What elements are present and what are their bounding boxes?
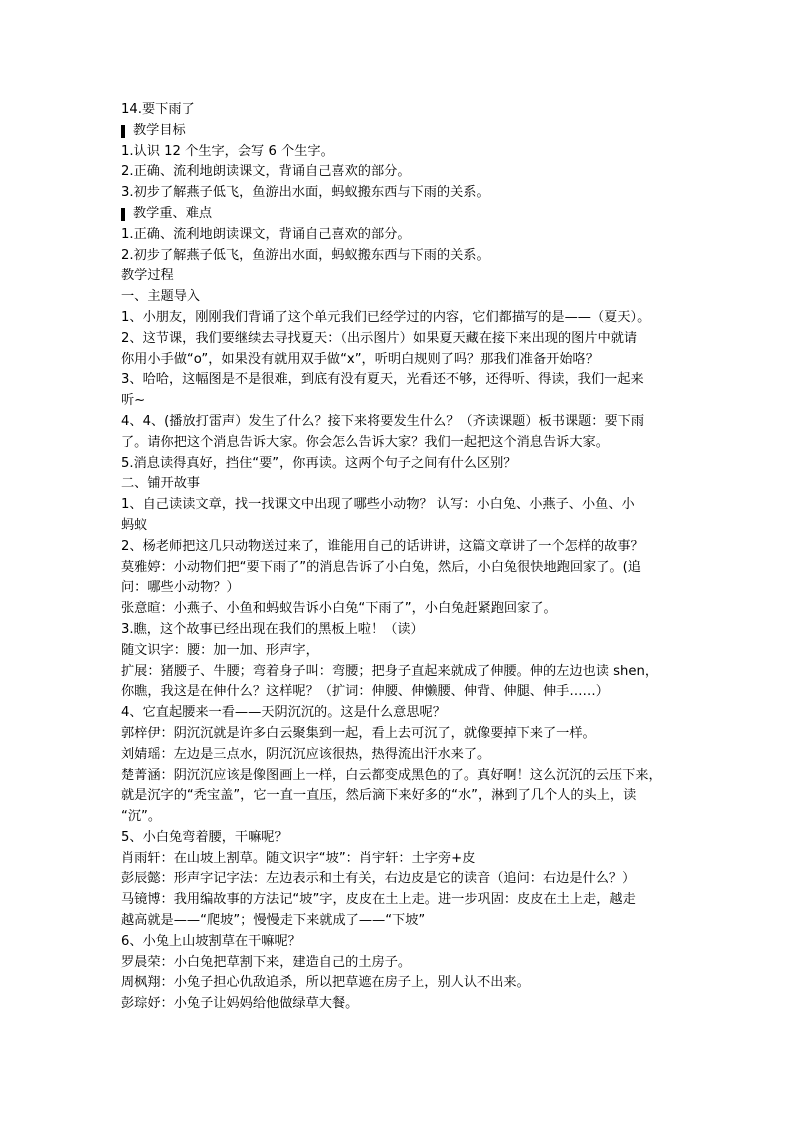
text-line: 彭琮妤：小兔子让妈妈给他做绿草大餐。: [121, 996, 359, 1012]
text-line: 就是沉字的“秃宝盖”，它一直一直压，然后滴下来好多的“水”，淋到了几个人的头上，读: [121, 788, 637, 804]
text-line: 5、小白兔弯着腰，干嘛呢？: [121, 829, 288, 845]
text-line: 楚菁涵：阴沉沉应该是像图画上一样，白云都变成黑色的了。真好啊！这么沉沉的云压下来，: [121, 767, 662, 783]
subsection-heading: 一、主题导入: [121, 289, 201, 305]
text-line: 5.消息读得真好，挡住“要”，你再读。这两个句子之间有什么区别？: [121, 455, 517, 471]
text-line: 4、它直起腰来一看——天阴沉沉的。这是什么意思呢？: [121, 705, 446, 721]
text-line: 2.初步了解燕子低飞，鱼游出水面，蚂蚁搬东西与下雨的关系。: [121, 247, 490, 263]
text-line: 马镜博：我用编故事的方法记“坡”字，皮皮在土上走。进一步巩固：皮皮在土上走，越走: [121, 892, 636, 908]
text-line: 莫雅婷：小动物们把“要下雨了”的消息告诉了小白兔，然后，小白兔很快地跑回家了。(追: [121, 559, 641, 575]
heading-bar-icon: [121, 208, 125, 221]
heading-bar-icon: [121, 125, 125, 138]
text-line: 问：哪些小动物？）: [121, 580, 240, 596]
section-heading-key-points: [121, 204, 681, 225]
text-line: 1.认识 12 个生字，会写 6 个生字。: [121, 143, 334, 159]
text-line: 1.正确、流利地朗读课文，背诵自己喜欢的部分。: [121, 226, 411, 242]
text-line: “沉”。: [121, 809, 162, 825]
heading-text: 教学重、难点: [133, 205, 213, 221]
text-line: 蚂蚁: [121, 517, 148, 533]
text-line: 肖雨轩：在山坡上割草。随文识字“坡”：肖宇轩：土字旁+皮: [121, 850, 476, 866]
text-line: 你瞧，我这是在伸什么？这样呢？（扩词：伸腰、伸懒腰、伸背、伸腿、伸手……）: [121, 684, 609, 700]
text-line: 3.瞧，这个故事已经出现在我们的黑板上啦！（读）: [121, 621, 424, 637]
text-line: 3.初步了解燕子低飞，鱼游出水面，蚂蚁搬东西与下雨的关系。: [121, 185, 490, 201]
text-line: 刘婧瑶：左边是三点水，阴沉沉应该很热，热得流出汗水来了。: [121, 746, 491, 762]
section-heading-goals: [121, 121, 681, 142]
text-line: 2.正确、流利地朗读课文，背诵自己喜欢的部分。: [121, 164, 411, 180]
text-line: 彭辰懿：形声字记字法：左边表示和土有关，右边皮是它的读音（追问：右边是什么？）: [121, 871, 636, 887]
lesson-title: 14.要下雨了: [121, 102, 195, 117]
text-line: 了。请你把这个消息告诉大家。你会怎么告诉大家？我们一起把这个消息告诉大家。: [121, 434, 609, 450]
text-line: 扩展：猪腰子、牛腰；弯着身子叫：弯腰；把身子直起来就成了伸腰。伸的左边也读 shen，: [121, 663, 659, 679]
lesson-plan-document: [121, 100, 681, 1015]
text-line: 越高就是——“爬坡”；慢慢走下来就成了——“下坡”: [121, 913, 426, 929]
text-line: 你用小手做“o”，如果没有就用双手做“x”，听明白规则了吗？那我们准备开始咯？: [121, 351, 599, 367]
heading-text: 教学目标: [133, 122, 186, 138]
text-line: 2、这节课，我们要继续去寻找夏天：（出示图片）如果夏天藏在接下来出现的图片中就请: [121, 330, 638, 346]
text-line: 张意暄：小燕子、小鱼和蚂蚁告诉小白兔“下雨了”，小白兔赶紧跑回家了。: [121, 601, 557, 617]
text-line: 1、自己读读文章，找一找课文中出现了哪些小动物？ 认写：小白兔、小燕子、小鱼、小: [121, 497, 635, 513]
text-line: 随文识字：腰：加一加、形声字，: [121, 642, 319, 658]
text-line: 2、杨老师把这几只动物送过来了，谁能用自己的话讲讲，这篇文章讲了一个怎样的故事？: [121, 538, 644, 554]
subsection-heading: 二、铺开故事: [121, 476, 201, 492]
section-heading-process: 教学过程: [121, 268, 174, 284]
text-line: 1、小朋友，刚刚我们背诵了这个单元我们已经学过的内容，它们都描写的是——（夏天）。: [121, 309, 651, 325]
text-line: 罗晨荣：小白兔把草割下来，建造自己的土房子。: [121, 954, 412, 970]
text-line: 郭梓伊：阴沉沉就是许多白云聚集到一起，看上去可沉了，就像要掉下来了一样。: [121, 725, 596, 741]
text-line: 4、4、(播放打雷声）发生了什么？接下来将要发生什么？（齐读课题）板书课题：要下雨: [121, 413, 645, 429]
text-line: 3、哈哈，这幅图是不是很难，到底有没有夏天，光看还不够，还得听、得读，我们一起来: [121, 372, 644, 388]
text-line: 周枫翔：小兔子担心仇敌追杀，所以把草遮在房子上，别人认不出来。: [121, 975, 530, 991]
text-line: 听~: [121, 393, 146, 409]
text-line: 6、小兔上山坡割草在干嘛呢？: [121, 933, 301, 949]
